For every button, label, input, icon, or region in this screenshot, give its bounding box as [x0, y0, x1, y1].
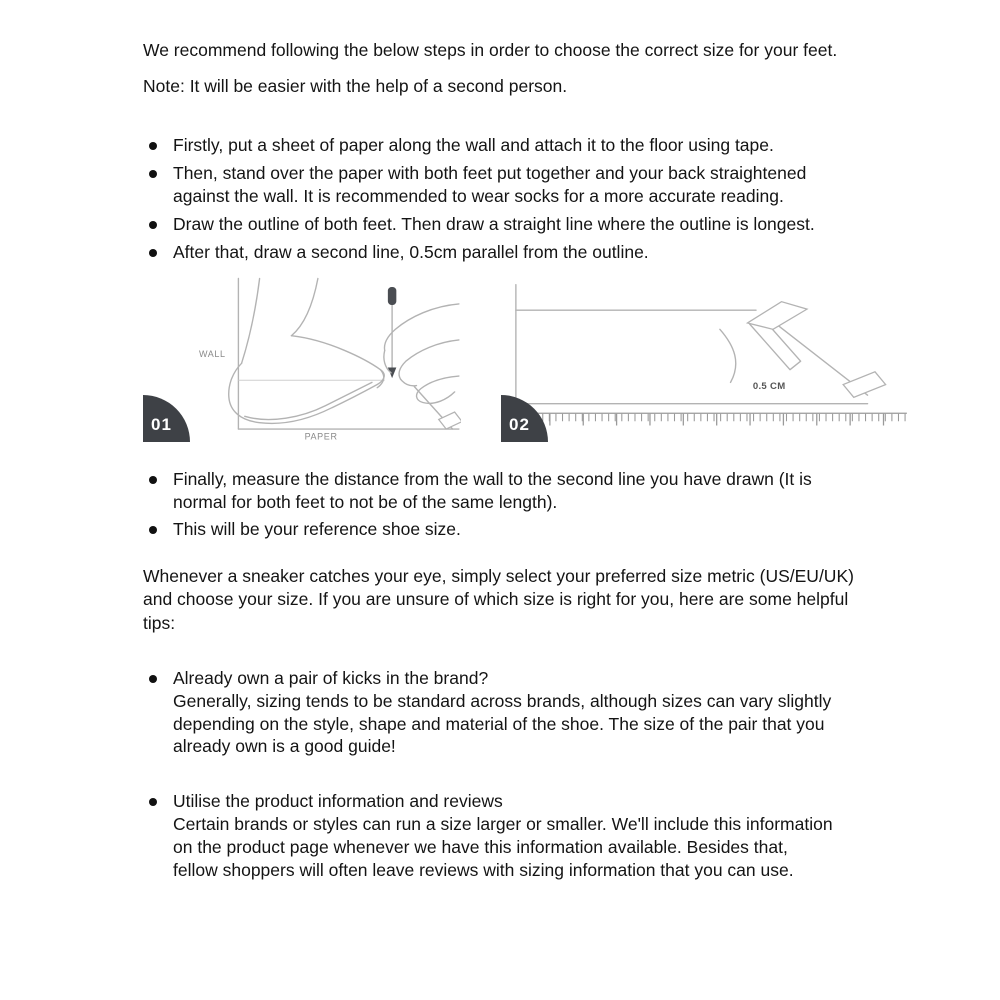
tip-title: Utilise the product information and reviews — [173, 791, 503, 812]
tips-intro-paragraph: Whenever a sneaker catches your eye, simply select your preferred size metric (US/EU/UK) and choose your size. If you are unsure of which size is right for you, here are some helpful tips: — [143, 566, 854, 633]
figure-number-badge: 02 — [501, 395, 548, 442]
note-paragraph: Note: It will be easier with the help of a second person. — [143, 76, 568, 96]
measurement-steps-list — [143, 134, 940, 264]
wall-label: WALL — [198, 348, 226, 359]
hand-curve — [720, 329, 736, 382]
final-steps-list — [143, 468, 940, 542]
tip-item — [143, 790, 833, 882]
thumb-outline — [417, 376, 459, 403]
tape-piece — [439, 412, 461, 429]
step-item: Then, stand over the paper with both feet put together and your back straightened against the wall. It is recommended to wear socks for a more accurate reading. — [143, 162, 833, 208]
step-item: Firstly, put a sheet of paper along the wall and attach it to the floor using tape. — [143, 134, 833, 157]
hand-outline — [399, 340, 459, 379]
ruler-measure-illustration — [501, 274, 926, 442]
figure-step-01 — [143, 274, 461, 442]
pencil-piece — [843, 371, 886, 397]
tip-item — [143, 667, 833, 759]
leg-outline — [291, 278, 318, 335]
sole-line — [245, 382, 372, 419]
intro-paragraph: We recommend following the below steps in order to choose the correct size for your feet. — [143, 40, 838, 60]
leg-outline — [242, 278, 260, 363]
hand-outline — [384, 304, 458, 351]
step-item: This will be your reference shoe size. — [143, 518, 833, 541]
tip-title: Already own a pair of kicks in the brand? — [173, 667, 489, 688]
foot-outline — [229, 335, 384, 423]
finger-curve — [401, 379, 417, 386]
tip-body: Generally, sizing tends to be standard across brands, although sizes can vary slightly depending on the style, shape and material of the shoe. The size of the pair that you already own is a good guide! — [173, 690, 832, 757]
step-item: Draw the outline of both feet. Then draw a straight line where the outline is longest. — [143, 213, 833, 236]
tips-list — [143, 667, 940, 882]
paper-label: PAPER — [304, 431, 338, 442]
figures-row — [143, 274, 940, 442]
tip-body: Certain brands or styles can run a size larger or smaller. We'll include this information on the product page whenever we have this information available. Besides that, fellow shoppers will often leave reviews with sizing information that you can use. — [173, 814, 833, 881]
step-item: Finally, measure the distance from the wall to the second line you have drawn (It is normal for both feet to not be of the same length). — [143, 468, 833, 514]
figure-step-02 — [501, 274, 926, 442]
step-item: After that, draw a second line, 0.5cm parallel from the outline. — [143, 241, 833, 264]
mark-arrow — [388, 367, 396, 378]
gap-label: 0.5 CM — [752, 380, 786, 392]
figure-number-badge: 01 — [143, 395, 190, 442]
foot-measure-illustration — [143, 274, 461, 442]
pencil-flag — [748, 301, 808, 329]
pencil-tip — [388, 287, 396, 305]
